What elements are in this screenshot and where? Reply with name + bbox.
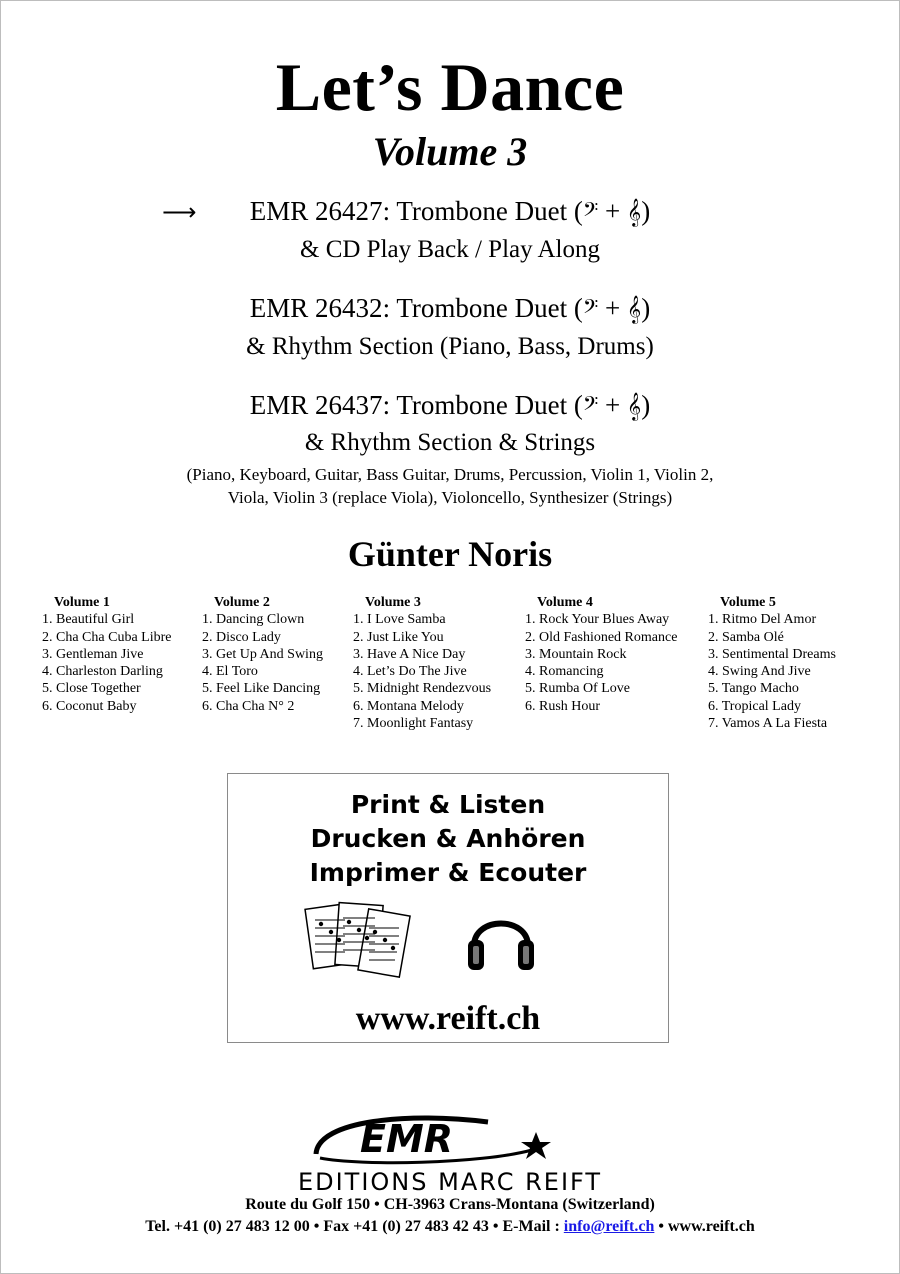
contact-phone-fax: Tel. +41 (0) 27 483 12 00 • Fax +41 (0) 27 483 42 43 • E-Mail : (145, 1218, 564, 1235)
song-item: 4. El Toro (202, 664, 258, 680)
arrow-icon: ⟶ (162, 198, 197, 226)
song-item: 3. Gentleman Jive (42, 646, 144, 662)
edition-line: EMR 26427: Trombone Duet (𝄢 + 𝄞) (249, 196, 651, 226)
song-item: 3. Mountain Rock (525, 646, 627, 662)
bass-clef-icon: 𝄢 (582, 295, 599, 323)
sheet-music-icon (303, 900, 413, 982)
logo-text: EMR (360, 1117, 454, 1161)
edition-code: EMR 26432 (249, 293, 383, 323)
song-item: 2. Disco Lady (202, 629, 281, 645)
song-item: 5. Midnight Rendezvous (353, 681, 492, 697)
song-item: 1. Dancing Clown (202, 612, 305, 628)
edition-name: Trombone Duet (396, 390, 568, 420)
song-item: 6. Coconut Baby (42, 698, 137, 714)
treble-clef-icon: 𝄞 (627, 295, 642, 323)
song-item: 5. Close Together (42, 681, 141, 697)
edition-code: EMR 26427 (249, 196, 383, 226)
song-item: 3. Get Up And Swing (202, 646, 323, 662)
song-item: 6. Cha Cha N° 2 (202, 698, 295, 714)
treble-clef-icon: 𝄞 (627, 198, 642, 226)
page-title: Let’s Dance (275, 49, 625, 125)
page-subtitle: Volume 3 (372, 129, 528, 174)
song-item: 6. Tropical Lady (708, 698, 801, 714)
song-item: 7. Vamos A La Fiesta (708, 716, 828, 732)
song-item: 1. Beautiful Girl (42, 612, 135, 628)
volume-column-3 (353, 594, 491, 732)
promo-line-fr: Imprimer & Ecouter (309, 858, 587, 887)
emr-logo-icon (300, 1108, 600, 1168)
headphones-icon (466, 902, 536, 974)
promo-line-en: Print & Listen (350, 790, 546, 819)
volume-column-2 (202, 594, 323, 715)
song-item: 4. Swing And Jive (708, 664, 811, 680)
volume-title: Volume 2 (214, 595, 270, 610)
song-item: 1. I Love Samba (353, 612, 446, 628)
print-listen-box[interactable] (227, 773, 669, 1043)
volume-column-4 (525, 594, 677, 715)
song-item: 6. Montana Melody (353, 698, 464, 714)
edition-code: EMR 26437 (249, 390, 383, 420)
volume-title: Volume 5 (720, 595, 776, 610)
edition-subline: & Rhythm Section (Piano, Bass, Drums) (246, 333, 654, 360)
song-item: 2. Just Like You (353, 629, 444, 645)
edition-subline: & CD Play Back / Play Along (300, 236, 600, 263)
song-item: 4. Charleston Darling (42, 664, 163, 680)
bass-clef-icon: 𝄢 (582, 198, 599, 226)
publisher-name: EDITIONS MARC REIFT (297, 1168, 603, 1196)
edition-line: EMR 26432: Trombone Duet (𝄢 + 𝄞) (249, 293, 651, 323)
song-item: 2. Cha Cha Cuba Libre (42, 629, 172, 645)
publisher-address: Route du Golf 150 • CH-3963 Crans-Montana (Switzerland) (245, 1196, 655, 1213)
song-item: 5. Rumba Of Love (525, 681, 630, 697)
instrumentation-line: (Piano, Keyboard, Guitar, Bass Guitar, Drums, Percussion, Violin 1, Violin 2, (186, 465, 714, 484)
edition-name: Trombone Duet (396, 196, 568, 226)
volume-title: Volume 3 (365, 595, 421, 610)
contact-website: • www.reift.ch (654, 1218, 755, 1235)
promo-line-de: Drucken & Anhören (310, 824, 586, 853)
treble-clef-icon: 𝄞 (627, 392, 642, 420)
volume-title: Volume 4 (537, 595, 593, 610)
volume-column-1 (42, 594, 171, 715)
song-item: 4. Let’s Do The Jive (353, 664, 467, 680)
instrumentation-line: Viola, Violin 3 (replace Viola), Violoncello, Synthesizer (Strings) (227, 488, 673, 507)
song-item: 1. Rock Your Blues Away (525, 612, 670, 628)
bass-clef-icon: 𝄢 (582, 392, 599, 420)
promo-url[interactable]: www.reift.ch (355, 1000, 541, 1037)
edition-line: EMR 26437: Trombone Duet (𝄢 + 𝄞) (249, 390, 651, 420)
song-item: 5. Tango Macho (708, 681, 799, 697)
song-item: 5. Feel Like Dancing (202, 681, 321, 697)
publisher-contact (0, 1218, 900, 1236)
volume-column-5 (708, 594, 836, 732)
song-item: 1. Ritmo Del Amor (708, 612, 817, 628)
edition-subline: & Rhythm Section & Strings (304, 429, 596, 456)
song-item: 4. Romancing (525, 664, 604, 680)
song-item: 2. Samba Olé (708, 629, 784, 645)
song-item: 7. Moonlight Fantasy (353, 716, 474, 732)
volume-title: Volume 1 (54, 595, 110, 610)
email-link[interactable]: info@reift.ch (563, 1218, 655, 1235)
song-item: 3. Have A Nice Day (353, 646, 466, 662)
composer-name: Günter Noris (347, 534, 553, 574)
song-item: 3. Sentimental Dreams (708, 646, 836, 662)
edition-name: Trombone Duet (396, 293, 568, 323)
song-item: 2. Old Fashioned Romance (525, 629, 678, 645)
song-item: 6. Rush Hour (525, 698, 601, 714)
